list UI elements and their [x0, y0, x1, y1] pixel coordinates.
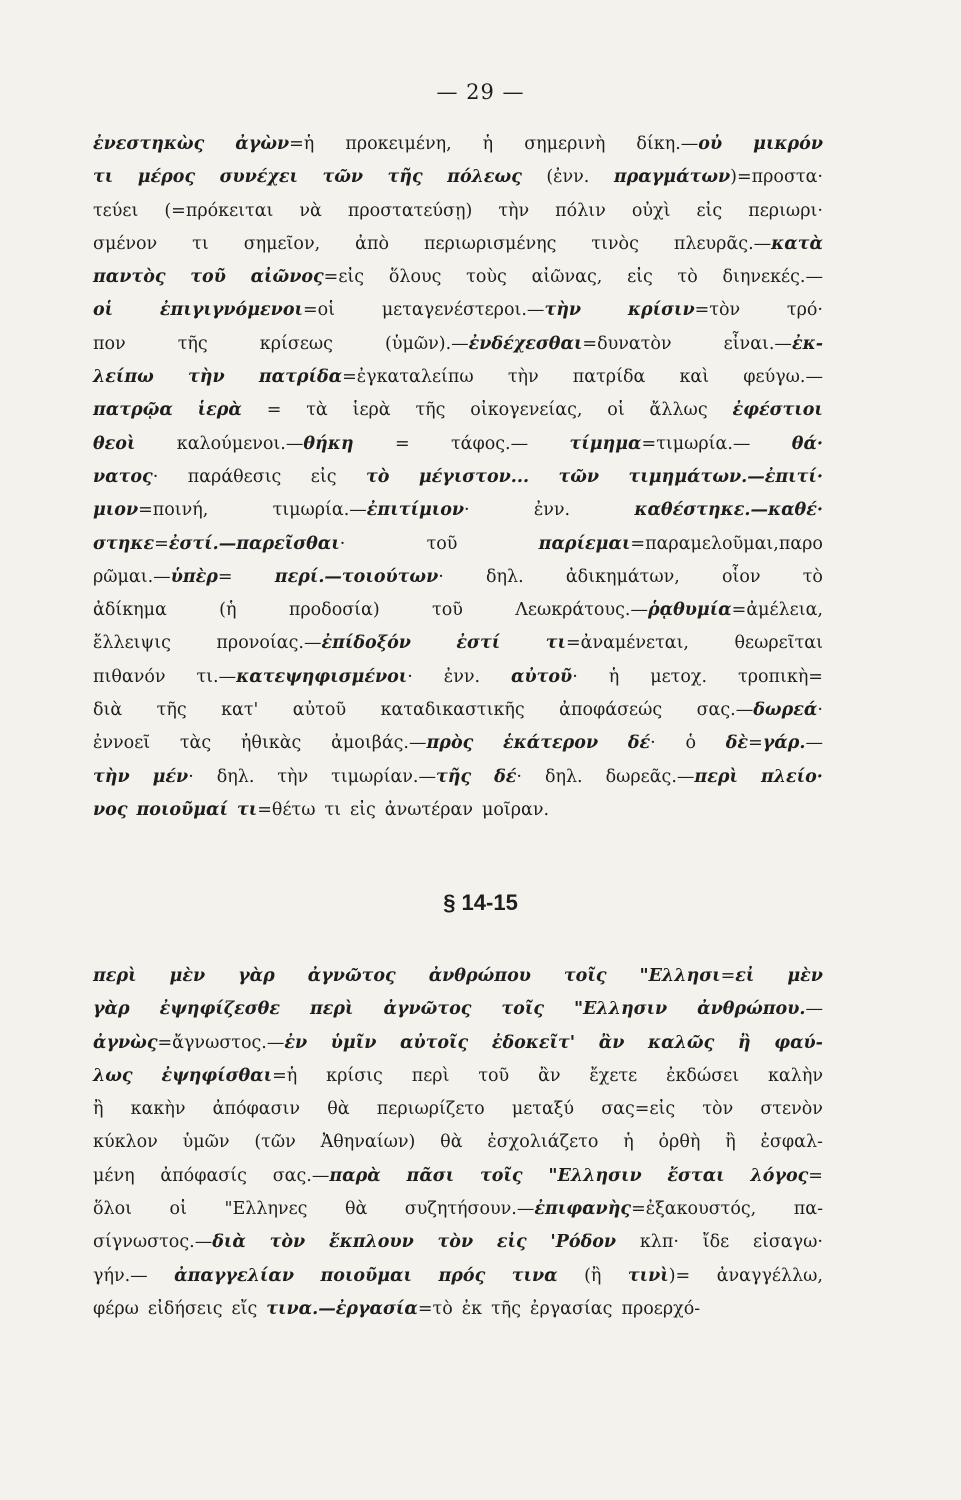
- word: τοῖς: [563, 966, 607, 986]
- word: πρός: [438, 1265, 486, 1286]
- word: τὸ: [677, 267, 698, 288]
- text-line: [93, 1060, 823, 1093]
- word: οἷον: [722, 566, 761, 587]
- word: ἑκάτερον: [503, 733, 599, 754]
- word: παρίεμαι=παραμελοῦμαι,παρο: [538, 533, 823, 554]
- word: λόγος=: [750, 1165, 823, 1186]
- word: σας=εἰς: [601, 1099, 676, 1120]
- word: στενὸν: [760, 1099, 823, 1120]
- word: πον: [93, 333, 126, 354]
- word: εἰς: [496, 1232, 527, 1253]
- word: ἐψηφίσθαι=ἡ: [161, 1065, 298, 1086]
- word: ἀνθρώπου: [428, 966, 531, 986]
- word: τῶν: [558, 466, 600, 487]
- word: κατ': [221, 700, 259, 721]
- text-line: [93, 294, 823, 327]
- word: ἐψηφίζεσθε: [159, 999, 280, 1020]
- text-line: [93, 993, 823, 1026]
- word: ἀγνῶτος: [383, 999, 472, 1020]
- word: πλείο·: [760, 766, 823, 787]
- text-line: [93, 661, 823, 694]
- word: τινὶ)=: [627, 1265, 691, 1286]
- word: πραγμάτων)=προστα·: [613, 167, 823, 188]
- word: θεωρεῖται: [734, 633, 823, 654]
- word: εἰς: [310, 466, 337, 487]
- word: μεταγενέστεροι.—τὴν: [381, 300, 582, 321]
- text-line: [93, 1260, 823, 1293]
- word: δέ·: [494, 766, 522, 787]
- word: ἀνωτέραν: [384, 799, 473, 820]
- word: νὰ: [299, 200, 322, 221]
- word: ἔκπλουν: [328, 1232, 414, 1253]
- text-line: [93, 1193, 823, 1226]
- word: τὸ: [365, 466, 390, 487]
- word: ἀνθρώπου.—: [697, 999, 823, 1020]
- word: τὰς: [179, 733, 212, 754]
- word: ἢ: [725, 1132, 736, 1153]
- text-line: [93, 361, 823, 394]
- word: μέγιστον...: [418, 466, 530, 487]
- word: αὐτοῦ·: [511, 666, 578, 687]
- word: ἐκ: [461, 1298, 483, 1319]
- word: "Ελλησιν: [548, 1165, 642, 1186]
- word: οἰκογενείας,: [470, 400, 583, 421]
- word: ἀπὸ: [355, 233, 389, 254]
- word: τροπικὴ=: [738, 666, 823, 687]
- word: τρό·: [786, 300, 823, 321]
- word: νος: [93, 799, 128, 820]
- text-line: [93, 261, 823, 294]
- word: καθέστηκε.—καθέ·: [634, 500, 823, 521]
- word: τινα: [511, 1265, 558, 1286]
- text-line: [93, 428, 823, 461]
- word: (ἢ: [584, 1265, 602, 1286]
- word: ἀμοιβάς.—πρὸς: [331, 733, 474, 754]
- word: νατος·: [93, 466, 159, 487]
- word: ἂν: [538, 1065, 561, 1086]
- word: τὴν: [498, 200, 530, 221]
- word: θεοὶ: [93, 433, 136, 454]
- word: περιωρι·: [748, 200, 823, 221]
- word: σίγνωστος.—διὰ: [93, 1232, 246, 1253]
- word: ἐσφαλ-: [760, 1132, 823, 1153]
- word: Ἀθηναίων): [320, 1132, 416, 1153]
- word: τὸ: [802, 566, 823, 587]
- text-line: [93, 1027, 823, 1060]
- word: φεύγω.—: [743, 367, 823, 388]
- word: τὸν: [437, 1232, 474, 1253]
- word: (=πρόκειται: [164, 200, 274, 221]
- word: σμένον: [93, 233, 158, 254]
- word: τῆς: [156, 700, 187, 721]
- word: τοῦ: [478, 1065, 510, 1086]
- text-line: [93, 528, 823, 561]
- word: ποιοῦμαί: [136, 799, 228, 820]
- word: ἱερὰ: [352, 400, 391, 421]
- word: προκειμένη,: [345, 134, 452, 154]
- commentary-paragraph-2: [93, 960, 823, 1326]
- word: συζητήσουν.—ἐπιφανὴς=ἐξακουστός,: [404, 1199, 757, 1220]
- word: λείπω: [93, 367, 154, 388]
- word: οἱ: [169, 1199, 187, 1220]
- word: τοῖς: [501, 999, 544, 1020]
- word: τι=ἀναμένεται,: [545, 633, 689, 654]
- word: ἢ: [93, 1099, 104, 1120]
- word: ἐσχολιάζετο: [487, 1132, 599, 1153]
- word: τοὺς: [466, 267, 507, 288]
- text-line: [93, 494, 823, 527]
- word: ρῶμαι.—ὑπὲρ=: [93, 566, 233, 587]
- word: ὁ: [685, 733, 697, 754]
- word: ἠθικὰς: [240, 733, 302, 754]
- word: κρίσιν=τὸν: [627, 300, 741, 321]
- word: σημεῖον,: [243, 233, 321, 254]
- word: ἐπιγιγνόμενοι=οἱ: [159, 300, 336, 321]
- word: ἀναγγέλλω,: [716, 1265, 823, 1286]
- word: (ὑμῶν).—ἐνδέχεσθαι=δυνατὸν: [385, 333, 672, 354]
- word: ἡ: [608, 666, 620, 687]
- word: περί.—τοιούτων·: [274, 566, 444, 587]
- word: τι: [93, 167, 114, 188]
- word: ὅλους: [388, 267, 442, 288]
- word: 'Ρόδον: [550, 1232, 617, 1253]
- word: θά·: [791, 433, 823, 454]
- word: μικρόν: [753, 134, 823, 154]
- word: φέρω: [93, 1298, 139, 1319]
- text-line: [93, 128, 823, 161]
- word: δηλ.: [544, 766, 583, 787]
- word: ἔλλειψις: [93, 633, 171, 654]
- section-heading: § 14-15: [443, 890, 518, 915]
- word: ἐνεστηκὼς: [93, 134, 205, 154]
- commentary-paragraph-1: [93, 128, 823, 827]
- word: τὴν: [507, 367, 539, 388]
- word: τῶν: [322, 167, 364, 188]
- text-line: [93, 960, 823, 993]
- word: =: [266, 400, 282, 421]
- word: εἶναι.—ἐκ-: [723, 333, 823, 354]
- word: δηλ.: [485, 566, 524, 587]
- word: κλπ·: [639, 1232, 679, 1253]
- word: ἐδοκεῖτ': [491, 1032, 576, 1053]
- word: ἀπαγγελίαν: [174, 1265, 294, 1286]
- word: (ἐνν.: [546, 167, 590, 188]
- word: μοῖραν.: [481, 799, 550, 820]
- word: γὰρ: [93, 999, 130, 1020]
- page-number: — 29 —: [436, 80, 525, 104]
- text-line: [93, 1126, 823, 1159]
- word: ἢ: [737, 1032, 751, 1053]
- word: πόλεως: [447, 167, 522, 188]
- word: καλῶς: [648, 1032, 715, 1053]
- word: (τῶν: [254, 1132, 296, 1153]
- word: μετοχ.: [650, 666, 708, 687]
- text-line: [93, 328, 823, 361]
- text-line: [93, 461, 823, 494]
- word: κρίσις: [326, 1065, 383, 1086]
- word: "Ελλησιν: [573, 999, 668, 1020]
- word: πατρίδα: [572, 367, 646, 388]
- word: τεύει: [93, 200, 139, 221]
- word: μέρος: [137, 167, 196, 188]
- text-line: [93, 1226, 823, 1259]
- word: τιμημάτων.—ἐπιτί·: [628, 466, 823, 487]
- word: ἀπόφασίς: [160, 1165, 247, 1186]
- word: εἰς: [350, 799, 376, 820]
- word: μεταξύ: [511, 1099, 575, 1120]
- word: εἰς: [696, 200, 723, 221]
- word: δὲ=γάρ.—: [725, 733, 823, 754]
- word: εἴς: [231, 1298, 258, 1319]
- word: τὴν: [93, 766, 130, 787]
- word: ἱερὰ: [197, 400, 242, 421]
- word: ἀγνὼς=ἄγνωστος.—ἐν: [93, 1032, 308, 1053]
- word: ἄλλως: [649, 400, 708, 421]
- word: σημερινὴ: [524, 134, 606, 154]
- word: ἐνν.: [533, 500, 571, 521]
- word: ἀπόφασιν: [212, 1099, 301, 1120]
- word: =: [394, 433, 410, 454]
- word: θὰ: [327, 1099, 350, 1120]
- word: τὰ: [306, 400, 328, 421]
- word: τὸν: [269, 1232, 306, 1253]
- text-line: [93, 561, 823, 594]
- text-line: [93, 794, 823, 827]
- text-line: [93, 1293, 823, 1326]
- word: καλούμενοι.—θήκη: [176, 433, 354, 454]
- word: καὶ: [679, 367, 710, 388]
- text-line: [93, 694, 823, 727]
- word: τοῦ: [190, 267, 226, 288]
- word: πᾶσι: [406, 1165, 455, 1186]
- word: τῆς: [387, 167, 423, 188]
- word: τιμωρία.—ἐπιτίμιον·: [272, 500, 470, 521]
- word: "Ελληνες: [224, 1199, 308, 1220]
- word: παράθεσις: [187, 466, 282, 487]
- word: ὑμῶν: [182, 1132, 230, 1153]
- word: συνέχει: [219, 167, 299, 188]
- word: προστατεύσῃ): [347, 200, 473, 221]
- word: "Ελλησι=εἰ: [639, 966, 755, 986]
- word: περὶ: [411, 1065, 450, 1086]
- word: πόλιν: [555, 200, 606, 221]
- word: τινὸς: [591, 233, 639, 254]
- word: ἔσται: [667, 1165, 725, 1186]
- word: πιθανόν: [93, 666, 166, 687]
- word: δωρεᾶς.—περὶ: [605, 766, 738, 787]
- text-line: [93, 627, 823, 660]
- word: εἰσαγω·: [752, 1232, 823, 1253]
- word: οἱ: [93, 300, 114, 321]
- word: ἐργασίας: [530, 1298, 613, 1319]
- word: γήν.—: [93, 1265, 148, 1286]
- word: Λεωκράτους.—ῥᾳθυμία=ἀμέλεια,: [515, 600, 823, 621]
- word: ἴδε: [702, 1232, 730, 1253]
- word: τάφος.—: [450, 433, 529, 454]
- word: αἰῶνας,: [531, 267, 603, 288]
- text-line: [93, 195, 823, 228]
- word: πατρῷα: [93, 400, 173, 421]
- word: ἀποφάσεώς: [559, 700, 663, 721]
- word: ποιοῦμαι: [320, 1265, 412, 1286]
- word: κρίσεως: [259, 333, 333, 354]
- word: τῆς: [491, 1298, 522, 1319]
- word: ἂν: [598, 1032, 625, 1053]
- word: ἡ: [623, 1132, 634, 1153]
- word: τῆς: [177, 333, 208, 354]
- word: πατρίδα=ἐγκαταλείπω: [258, 367, 474, 388]
- word: τίμημα=τιμωρία.—: [569, 433, 751, 454]
- word: τιμωρίαν.—τῆς: [331, 766, 472, 787]
- word: προερχό-: [621, 1298, 701, 1319]
- word: περιωρίζετο: [376, 1099, 485, 1120]
- word: λως: [93, 1065, 133, 1086]
- word: μὲν: [787, 966, 823, 986]
- word: τὸν: [702, 1099, 734, 1120]
- text-line: [93, 1160, 823, 1193]
- word: ἀδικημάτων,: [565, 566, 680, 587]
- word: ὅλοι: [93, 1199, 133, 1220]
- text-line: [93, 727, 823, 760]
- word: δηλ.: [216, 766, 255, 787]
- word: τινα.—ἐργασία=τὸ: [266, 1298, 453, 1319]
- word: περὶ: [93, 966, 137, 986]
- word: διὰ: [93, 700, 123, 721]
- word: μιον=ποινή,: [93, 500, 209, 521]
- word: αὐτοῖς: [399, 1032, 469, 1053]
- word: σας.—παρὰ: [272, 1165, 381, 1186]
- word: (ἡ: [219, 600, 237, 621]
- word: ἀγνῶτος: [307, 966, 396, 986]
- word: οὐχὶ: [631, 200, 671, 221]
- word: ἡ: [482, 134, 494, 154]
- word: θὰ: [344, 1199, 368, 1220]
- word: σας.—δωρεά·: [696, 700, 823, 721]
- word: τι=θέτω: [237, 799, 316, 820]
- word: μὲν: [169, 966, 206, 986]
- word: καλὴν: [767, 1065, 823, 1086]
- word: ἀγὼν=ἡ: [235, 134, 315, 154]
- word: δέ·: [627, 733, 656, 754]
- word: ἐνν.: [443, 666, 481, 687]
- word: προδοσία): [288, 600, 380, 621]
- word: δίκη.—οὐ: [636, 134, 723, 154]
- text-line: [93, 1093, 823, 1126]
- word: τοῦ: [432, 600, 463, 621]
- word: τοῦ: [426, 533, 458, 554]
- word: ἔχετε: [589, 1065, 638, 1086]
- word: ἐφέστιοι: [732, 400, 823, 421]
- word: τοῖς: [479, 1165, 523, 1186]
- word: αὐτοῦ: [292, 700, 347, 721]
- word: φαύ-: [774, 1032, 823, 1053]
- word: ὀρθὴ: [658, 1132, 701, 1153]
- text-line: [93, 228, 823, 261]
- word: τι.—κατεψηφισμένοι·: [196, 666, 413, 687]
- word: ἐστί: [456, 633, 501, 654]
- text-line: [93, 594, 823, 627]
- word: ὑμῖν: [330, 1032, 377, 1053]
- word: τὴν: [277, 766, 309, 787]
- text-line: [93, 394, 823, 427]
- word: γὰρ: [238, 966, 275, 986]
- word: περιωρισμένης: [423, 233, 557, 254]
- word: πλευρᾶς.—κατὰ: [673, 233, 823, 254]
- word: ἐννοεῖ: [93, 733, 151, 754]
- word: οἱ: [607, 400, 625, 421]
- word: κακὴν: [130, 1099, 186, 1120]
- word: στηκε=ἐστί.—παρεῖσθαι·: [93, 533, 346, 554]
- word: θὰ: [440, 1132, 463, 1153]
- word: μένη: [93, 1165, 135, 1186]
- text-line: [93, 761, 823, 794]
- word: εἰδήσεις: [147, 1298, 223, 1319]
- word: διηνεκές.—: [722, 267, 823, 288]
- word: τῆς: [415, 400, 446, 421]
- word: περὶ: [309, 999, 354, 1020]
- word: κύκλον: [93, 1132, 158, 1153]
- text-line: [93, 161, 823, 194]
- word: μέν·: [152, 766, 194, 787]
- word: πα-: [793, 1199, 823, 1220]
- word: τι: [192, 233, 209, 254]
- word: εἰς: [627, 267, 653, 288]
- word: τι: [324, 799, 342, 820]
- word: αἰῶνος=εἰς: [250, 267, 365, 288]
- word: προνοίας.—ἐπίδοξόν: [216, 633, 411, 654]
- word: ἐκδώσει: [666, 1065, 740, 1086]
- word: παντὸς: [93, 267, 166, 288]
- word: καταδικαστικῆς: [380, 700, 525, 721]
- word: τὴν: [188, 367, 225, 388]
- word: ἀδίκημα: [93, 600, 167, 621]
